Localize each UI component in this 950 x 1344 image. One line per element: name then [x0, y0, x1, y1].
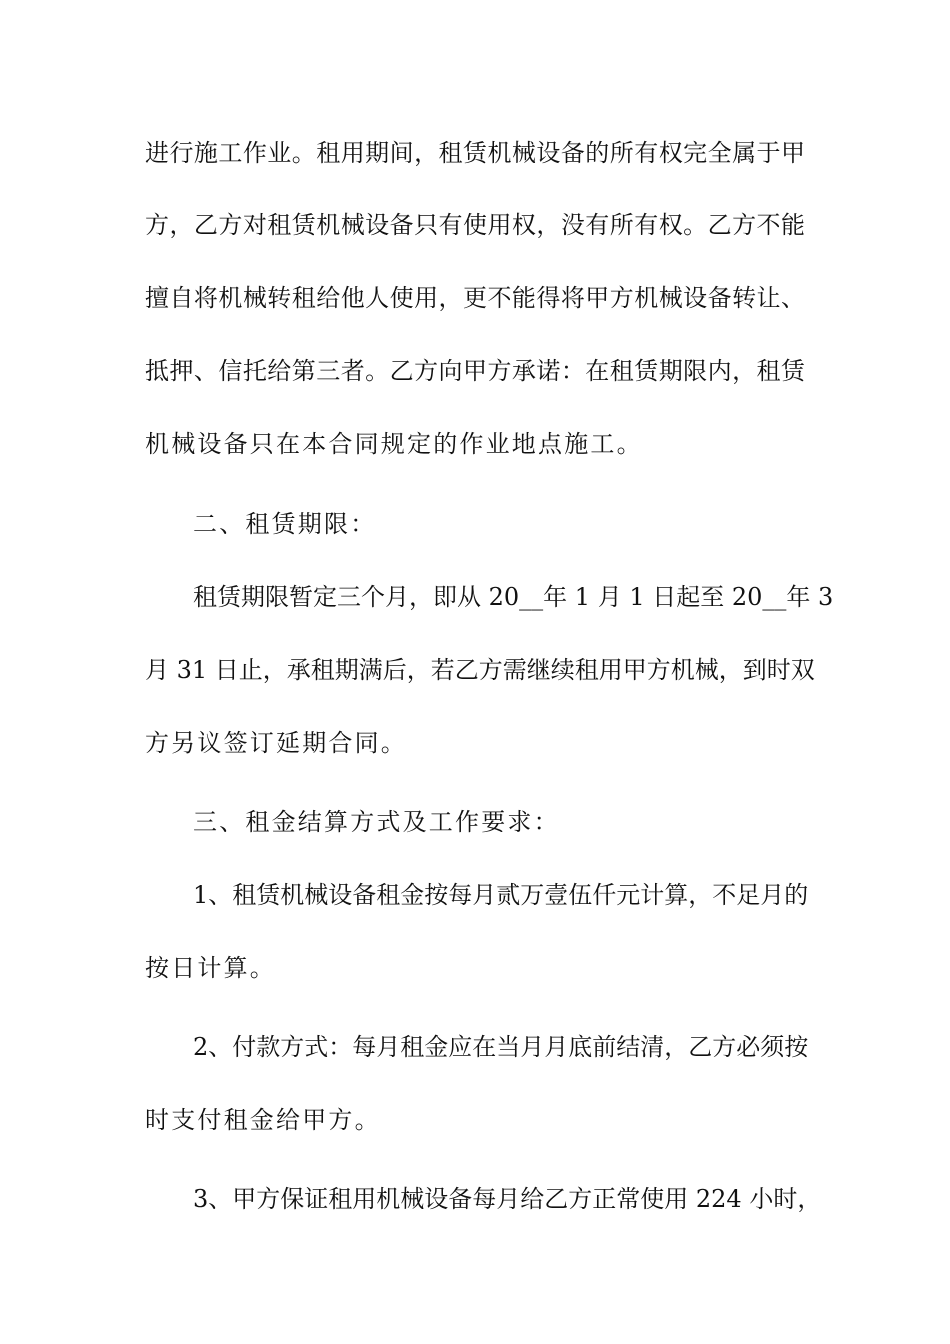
section-heading: 二、租赁期限：	[193, 510, 377, 538]
paragraph-line: 按日计算。	[145, 954, 276, 982]
paragraph-line: 方，乙方对租赁机械设备只有使用权，没有所有权。乙方不能	[145, 211, 805, 239]
paragraph-line: 擅自将机械转租给他人使用，更不能得将甲方机械设备转让、	[145, 284, 805, 312]
paragraph-line: 进行施工作业。租用期间，租赁机械设备的所有权完全属于甲	[145, 139, 805, 167]
paragraph-line: 1、租赁机械设备租金按每月贰万壹伍仟元计算，不足月的	[193, 881, 809, 909]
paragraph-line: 方另议签订延期合同。	[145, 729, 407, 757]
paragraph-line: 时支付租金给甲方。	[145, 1106, 381, 1134]
section-heading: 三、租金结算方式及工作要求：	[193, 808, 560, 836]
paragraph-line: 2、付款方式：每月租金应在当月月底前结清，乙方必须按	[193, 1033, 809, 1061]
paragraph-line: 租赁期限暂定三个月，即从 20__年 1 月 1 日起至 20__年 3	[193, 583, 834, 611]
paragraph-line: 抵押、信托给第三者。乙方向甲方承诺：在租赁期限内，租赁	[145, 357, 805, 385]
paragraph-line: 月 31 日止，承租期满后，若乙方需继续租用甲方机械，到时双	[145, 656, 815, 684]
paragraph-line: 3、甲方保证租用机械设备每月给乙方正常使用 224 小时，	[193, 1185, 822, 1213]
paragraph-line: 机械设备只在本合同规定的作业地点施工。	[145, 430, 643, 458]
